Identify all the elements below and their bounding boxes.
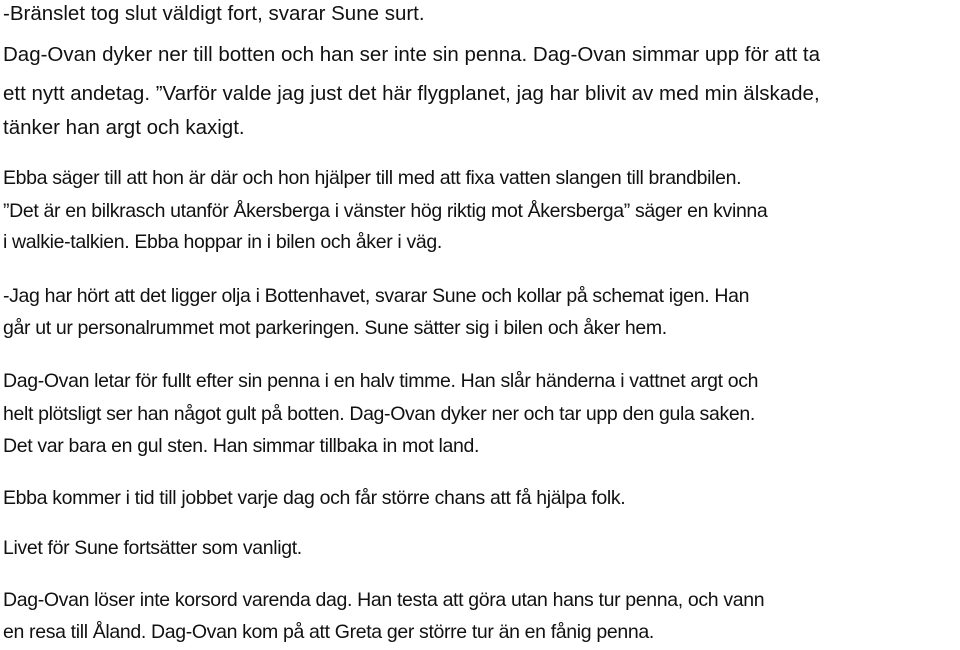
text-line: en resa till Åland. Dag-Ovan kom på att Greta ger större tur än en fånig penna. [3,621,654,643]
text-line: -Jag har hört att det ligger olja i Bottenhavet, svarar Sune och kollar på schemat igen. Han [3,285,750,307]
text-line: Dag-Ovan dyker ner till botten och han ser inte sin penna. Dag-Ovan simmar upp för att ta [3,43,820,66]
text-line: Ebba kommer i tid till jobbet varje dag och får större chans att få hjälpa folk. [3,487,626,509]
text-line: går ut ur personalrummet mot parkeringen. Sune sätter sig i bilen och åker hem. [3,317,667,339]
text-line: Livet för Sune fortsätter som vanligt. [3,537,302,559]
text-line: Ebba säger till att hon är där och hon hjälper till med att fixa vatten slangen till brandbilen. [3,167,742,189]
text-line: Dag-Ovan letar för fullt efter sin penna i en halv timme. Han slår händerna i vattnet argt och [3,370,759,392]
text-line: Det var bara en gul sten. Han simmar tillbaka in mot land. [3,435,480,457]
text-line: ett nytt andetag. ”Varför valde jag just det här flygplanet, jag har blivit av med min älskade, [3,82,820,105]
text-line: i walkie-talkien. Ebba hoppar in i bilen och åker i väg. [3,231,442,253]
text-line: tänker han argt och kaxigt. [3,116,245,139]
text-line: Dag-Ovan löser inte korsord varenda dag. Han testa att göra utan hans tur penna, och vann [3,589,765,611]
text-line: helt plötsligt ser han något gult på botten. Dag-Ovan dyker ner och tar upp den gula saken. [3,403,755,425]
text-line: ”Det är en bilkrasch utanför Åkersberga i vänster hög riktig mot Åkersberga” säger en kvinna [3,200,768,222]
text-line: -Bränslet tog slut väldigt fort, svarar Sune surt. [3,2,425,25]
